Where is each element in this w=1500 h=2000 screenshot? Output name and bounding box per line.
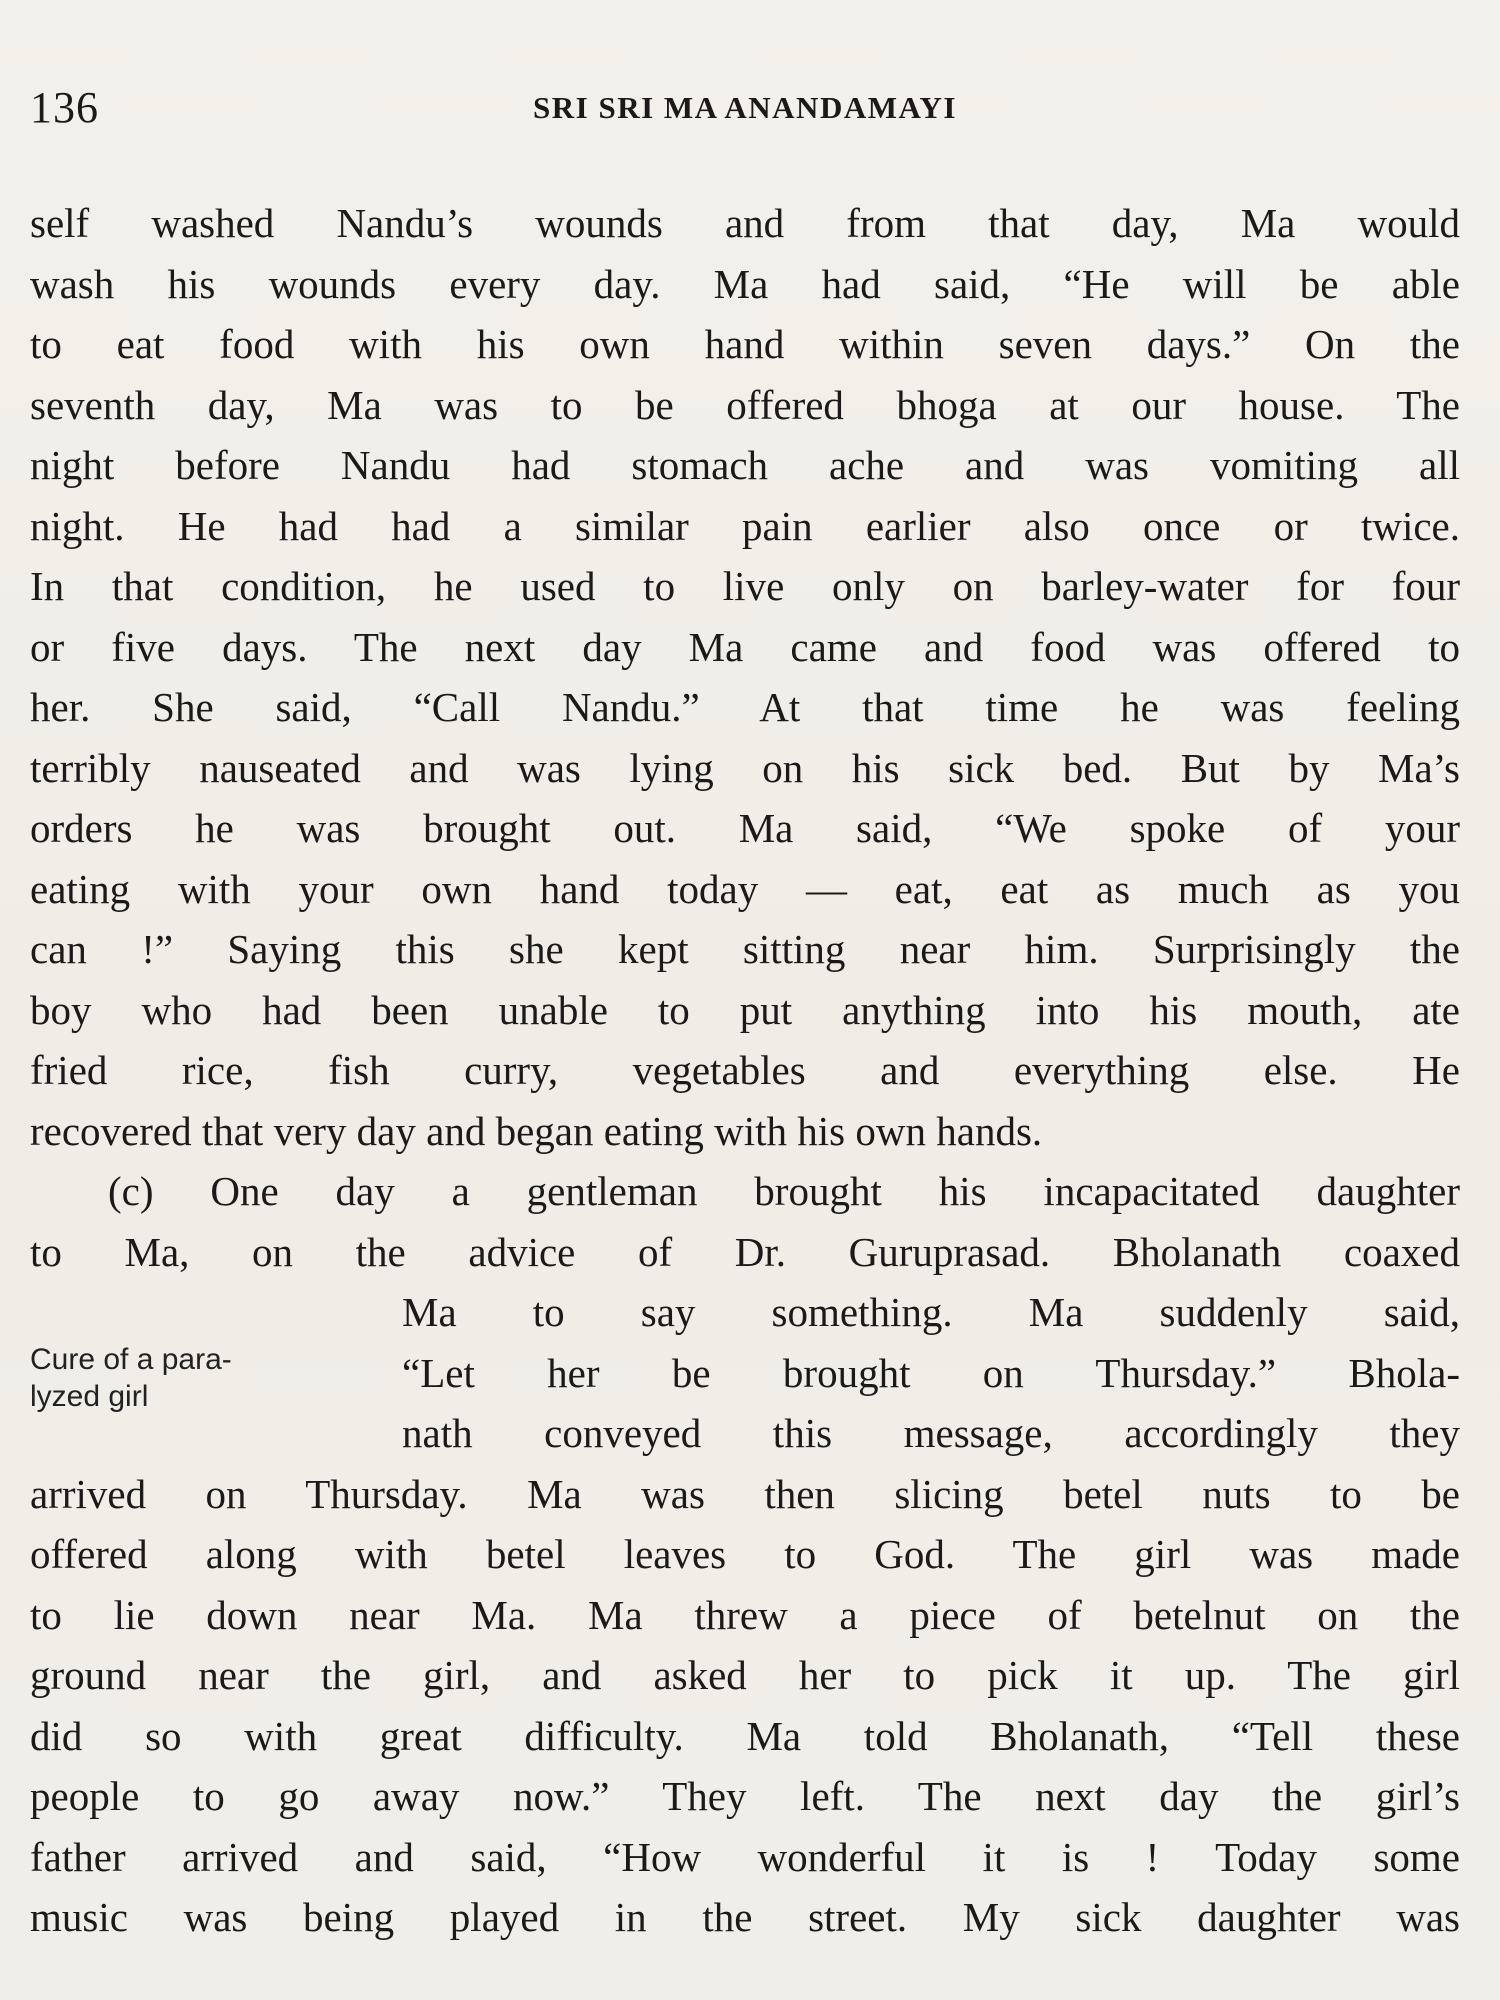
text-line: music was being played in the street. My sick daughter was <box>30 1894 1460 1940</box>
text-line: seventh day, Ma was to be offered bhoga at our house. The <box>30 382 1460 428</box>
text-line: wash his wounds every day. Ma had said, “He will be able <box>30 261 1460 307</box>
text-line: fried rice, fish curry, vegetables and everything else. He <box>30 1047 1460 1093</box>
text-line: her. She said, “Call Nandu.” At that time he was feeling <box>30 684 1460 730</box>
text-line: boy who had been unable to put anything into his mouth, ate <box>30 987 1460 1033</box>
text-line: “Let her be brought on Thursday.” Bhola- <box>402 1350 1460 1396</box>
text-line: to Ma, on the advice of Dr. Guruprasad. Bholanath coaxed <box>30 1229 1460 1275</box>
text-line: Ma to say something. Ma suddenly said, <box>402 1289 1460 1335</box>
text-line: orders he was brought out. Ma said, “We spoke of your <box>30 805 1460 851</box>
text-line: night. He had had a similar pain earlier also once or twice. <box>30 503 1460 549</box>
text-line: recovered that very day and began eating with his own hands. <box>30 1108 1043 1154</box>
text-line: to eat food with his own hand within seven days.” On the <box>30 321 1460 367</box>
margin-note-line: lyzed girl <box>30 1380 149 1413</box>
text-line: In that condition, he used to live only on barley-water for four <box>30 563 1460 609</box>
text-line: arrived on Thursday. Ma was then slicing betel nuts to be <box>30 1471 1460 1517</box>
text-line: offered along with betel leaves to God. The girl was made <box>30 1531 1460 1577</box>
text-line: eating with your own hand today — eat, eat as much as you <box>30 866 1460 912</box>
margin-note <box>30 1341 330 1415</box>
text-line: night before Nandu had stomach ache and was vomiting all <box>30 442 1460 488</box>
text-line: can !” Saying this she kept sitting near him. Surprisingly the <box>30 926 1460 972</box>
running-title: SRI SRI MA ANANDAMAYI <box>533 90 957 125</box>
text-line: father arrived and said, “How wonderful it is ! Today some <box>30 1834 1460 1880</box>
text-line: terribly nauseated and was lying on his sick bed. But by Ma’s <box>30 745 1460 791</box>
page-header <box>30 78 1460 138</box>
text-line: or five days. The next day Ma came and food was offered to <box>30 624 1460 670</box>
text-line: nath conveyed this message, accordingly they <box>402 1410 1460 1456</box>
text-line: self washed Nandu’s wounds and from that day, Ma would <box>30 200 1460 246</box>
text-line: ground near the girl, and asked her to pick it up. The girl <box>30 1652 1460 1698</box>
text-line: people to go away now.” They left. The next day the girl’s <box>30 1773 1460 1819</box>
text-line: to lie down near Ma. Ma threw a piece of betelnut on the <box>30 1592 1460 1638</box>
text-line: did so with great difficulty. Ma told Bholanath, “Tell these <box>30 1713 1460 1759</box>
page-number: 136 <box>30 83 99 132</box>
margin-note-line: Cure of a para- <box>30 1343 232 1376</box>
text-line: (c) One day a gentleman brought his incapacitated daughter <box>108 1168 1460 1214</box>
